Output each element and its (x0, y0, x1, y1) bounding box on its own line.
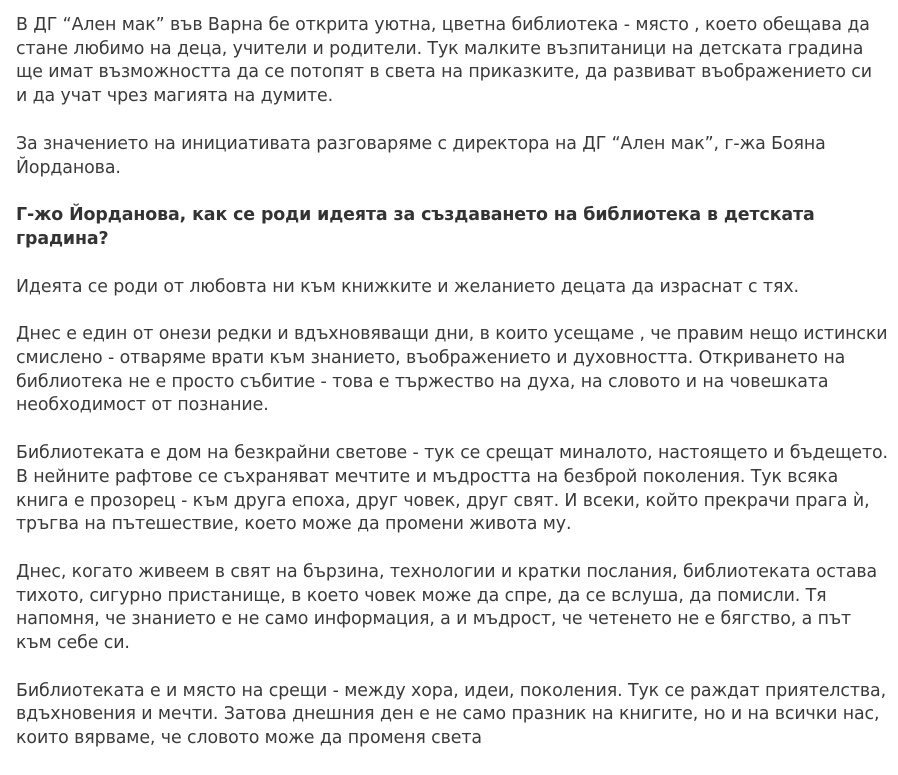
answer-paragraph: Идеята се роди от любовта ни към книжките и желанието децата да израснат с тях. (16, 276, 799, 297)
intro-paragraph: В ДГ “Ален мак” във Варна бе открита уютна, цветна библиотека - място , което обещава да стане любимо на деца, учители и родители. Тук малките възпитаници на детската градина ще имат възможността да се потопят в света на приказките, да развиват въображението си и да учат чрез магията на думите. (16, 15, 872, 107)
answer-paragraph: Днес, когато живеем в свят на бързина, технологии и кратки послания, библиотеката остава тихото, сигурно пристанище, в което човек може да спре, да се вслуша, да помисли. Тя напомня, че знанието е не само информация, а и мъдрост, че четенето не е бягство, а път към себе си. (16, 561, 878, 654)
interview-question: Г-жо Йорданова, как се роди идеята за създаването на библиотека в детската градина? (16, 205, 815, 249)
interview-intro-paragraph: За значението на инициативата разговаряме с директора на ДГ “Ален мак”, г-жа Бояна Йорданова. (16, 133, 826, 178)
article-body (16, 14, 888, 775)
answer-paragraph: Днес е един от онези редки и вдъхновяващи дни, в които усещаме , че правим нещо истински смислено - отваряме врати към знанието, въображението и духовността. Откриването на библиотека не е просто събитие - това е тържество на духа, на словото и на човешката необходимост от познание. (16, 324, 888, 416)
answer-paragraph: Библиотеката е дом на безкрайни светове - тук се срещат миналото, настоящето и бъдещето. В нейните рафтове се съхраняват мечтите и мъдростта на безброй поколения. Тук всяка книга е прозорец - към друга епоха, друг човек, друг свят. И всеки, който прекрачи прага ѝ, тръгва на пътешествие, което може да промени живота му. (16, 443, 888, 535)
answer-paragraph: Библиотеката е и място на срещи - между хора, идеи, поколения. Тук се раждат приятелства, вдъхновения и мечти. Затова днешния ден е не само празник на книгите, но и на всички нас, които вярваме, че словото може да променя света (16, 680, 887, 749)
